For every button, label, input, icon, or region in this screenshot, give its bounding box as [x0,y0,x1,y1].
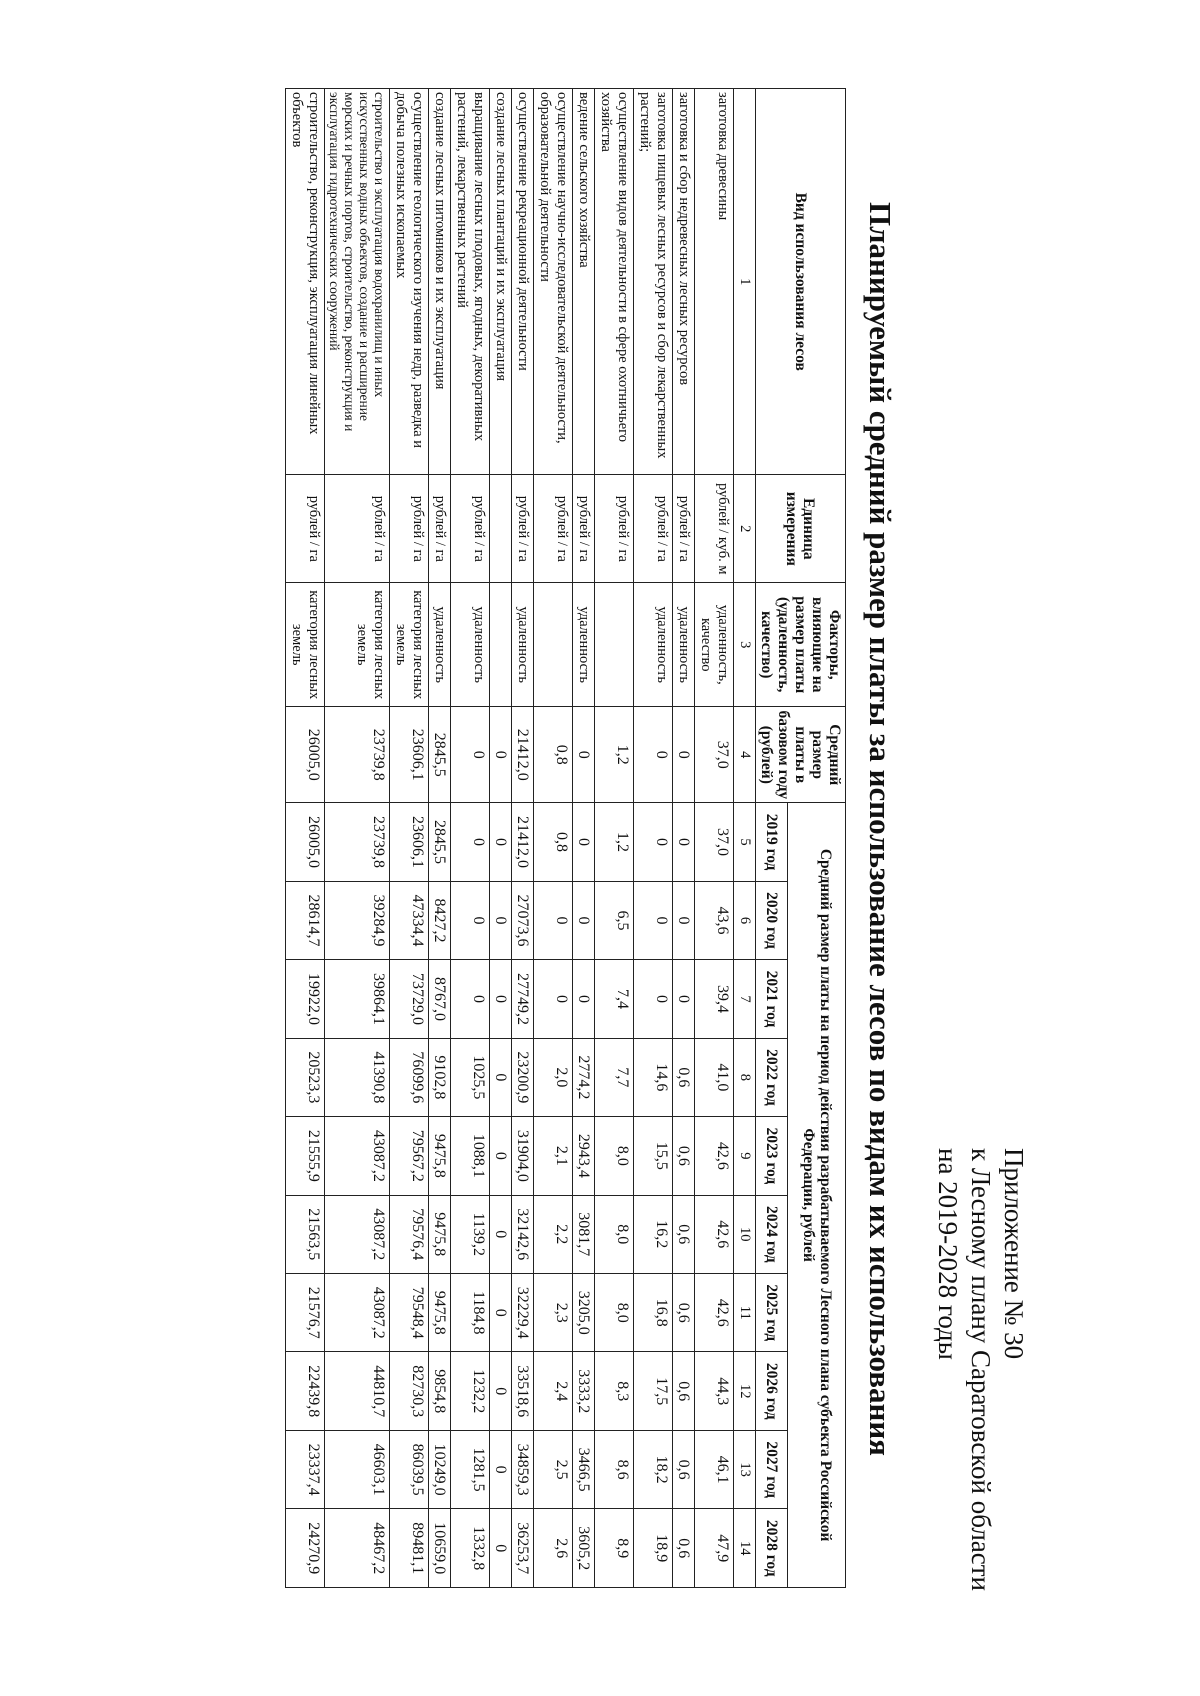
factor-cell: удаленность [673,583,695,707]
year-value-cell: 39284,9 [325,881,390,959]
year-value-cell: 0 [490,1195,512,1273]
header-period: Средний размер платы на период действия разрабатываемого Лесного плана субъекта Российской Федерации, рублей [788,803,846,1588]
year-value-cell: 89481,1 [390,1509,429,1588]
unit-cell: рублей / га [451,475,490,583]
year-value-cell: 37,0 [695,803,734,881]
year-value-cell: 0 [534,960,573,1038]
unit-cell: рублей / га [595,475,634,583]
year-value-cell: 3466,5 [573,1430,595,1508]
unit-cell: рублей / га [512,475,534,583]
year-value-cell: 2,6 [534,1509,573,1588]
activity-cell: создание лесных плантаций и их эксплуатация [490,89,512,475]
year-value-cell: 0 [451,881,490,959]
column-index-cell: 4 [734,707,756,803]
year-value-cell: 0 [490,1430,512,1508]
year-value-cell: 18,9 [634,1509,673,1588]
table-row [451,89,490,1588]
activity-cell: заготовка древесины [695,89,734,475]
year-value-cell: 1281,5 [451,1430,490,1508]
year-value-cell: 23200,9 [512,1038,534,1116]
unit-cell: рублей / га [390,475,429,583]
factor-cell: удаленность [573,583,595,707]
year-value-cell: 26005,0 [286,803,325,881]
activity-cell: строительство, реконструкция, эксплуатация линейных объектов [286,89,325,475]
factor-cell: удаленность, качество [695,583,734,707]
table-row [695,89,734,1588]
base-value-cell: 21412,0 [512,707,534,803]
year-value-cell: 8,0 [595,1274,634,1352]
year-value-cell: 82730,3 [390,1352,429,1430]
unit-cell: рублей / га [673,475,695,583]
year-value-cell: 42,6 [695,1117,734,1195]
year-value-cell: 21412,0 [512,803,534,881]
column-index-cell: 11 [734,1274,756,1352]
header-factors: Факторы, влияющие на размер платы (удаленность, качество) [756,583,846,707]
year-value-cell: 0 [490,881,512,959]
base-value-cell: 0 [634,707,673,803]
document-title: Планируемый средний размер платы за использование лесов по видам их использования [863,202,898,1456]
header-year: 2024 год [756,1195,788,1273]
header-year: 2019 год [756,803,788,881]
year-value-cell: 0,6 [673,1509,695,1588]
year-value-cell: 2774,2 [573,1038,595,1116]
year-value-cell: 24270,9 [286,1509,325,1588]
header-year: 2025 год [756,1274,788,1352]
table-row [490,89,512,1588]
header-year: 2021 год [756,960,788,1038]
year-value-cell: 8,6 [595,1430,634,1508]
column-index-cell: 14 [734,1509,756,1588]
year-value-cell: 9102,8 [429,1038,451,1116]
year-value-cell: 0 [451,960,490,1038]
year-value-cell: 8,3 [595,1352,634,1430]
base-value-cell: 23739,8 [325,707,390,803]
table-row [634,89,673,1588]
base-value-cell: 37,0 [695,707,734,803]
year-value-cell: 0 [451,803,490,881]
year-value-cell: 1139,2 [451,1195,490,1273]
year-value-cell: 76099,6 [390,1038,429,1116]
year-value-cell: 0 [634,960,673,1038]
year-value-cell: 0 [673,803,695,881]
year-value-cell: 0 [534,881,573,959]
index-row [734,89,756,1588]
column-index-cell: 9 [734,1117,756,1195]
factor-cell: категория лесных земель [286,583,325,707]
column-index-cell: 8 [734,1038,756,1116]
header-year: 2026 год [756,1352,788,1430]
header-row-1 [788,89,846,1588]
factor-cell [534,583,573,707]
year-value-cell: 2,3 [534,1274,573,1352]
column-index-cell: 2 [734,475,756,583]
activity-cell: осуществление геологического изучения недр, разведка и добыча полезных ископаемых [390,89,429,475]
table-row [325,89,390,1588]
year-value-cell: 0,6 [673,1274,695,1352]
approval-line-3: на 2019-2028 годы [933,1148,963,1360]
year-value-cell: 0 [490,960,512,1038]
year-value-cell: 33518,6 [512,1352,534,1430]
year-value-cell: 28614,7 [286,881,325,959]
table-row [595,89,634,1588]
unit-cell: рублей / га [573,475,595,583]
year-value-cell: 0 [490,1509,512,1588]
year-value-cell: 46,1 [695,1430,734,1508]
year-value-cell: 1,2 [595,803,634,881]
year-value-cell: 14,6 [634,1038,673,1116]
year-value-cell: 1184,8 [451,1274,490,1352]
year-value-cell: 23337,4 [286,1430,325,1508]
header-base: Средний размер платы в базовом году (рублей) [756,707,846,803]
year-value-cell: 0 [634,803,673,881]
year-value-cell: 43087,2 [325,1274,390,1352]
year-value-cell: 32229,4 [512,1274,534,1352]
base-value-cell: 2845,5 [429,707,451,803]
year-value-cell: 18,2 [634,1430,673,1508]
year-value-cell: 79548,4 [390,1274,429,1352]
column-index-cell: 13 [734,1430,756,1508]
year-value-cell: 8767,0 [429,960,451,1038]
year-value-cell: 79567,2 [390,1117,429,1195]
year-value-cell: 15,5 [634,1117,673,1195]
year-value-cell: 32142,6 [512,1195,534,1273]
year-value-cell: 8,0 [595,1195,634,1273]
factor-cell [490,583,512,707]
factor-cell [595,583,634,707]
year-value-cell: 9475,8 [429,1274,451,1352]
table-row [429,89,451,1588]
year-value-cell: 42,6 [695,1274,734,1352]
unit-cell: рублей / га [634,475,673,583]
year-value-cell: 39,4 [695,960,734,1038]
year-value-cell: 2,5 [534,1430,573,1508]
year-value-cell: 47334,4 [390,881,429,959]
table-row [390,89,429,1588]
year-value-cell: 79576,4 [390,1195,429,1273]
year-value-cell: 48467,2 [325,1509,390,1588]
header-year: 2022 год [756,1038,788,1116]
year-value-cell: 43,6 [695,881,734,959]
year-value-cell: 27073,6 [512,881,534,959]
column-index-cell: 3 [734,583,756,707]
year-value-cell: 0,6 [673,1117,695,1195]
year-value-cell: 0 [490,1274,512,1352]
activity-cell: заготовка пищевых лесных ресурсов и сбор лекарственных растений; [634,89,673,475]
column-index-cell: 12 [734,1352,756,1430]
year-value-cell: 22439,8 [286,1352,325,1430]
activity-cell: осуществление научно-исследовательской деятельности, образовательной деятельности [534,89,573,475]
year-value-cell: 47,9 [695,1509,734,1588]
header-year: 2020 год [756,881,788,959]
year-value-cell: 0 [573,803,595,881]
year-value-cell: 7,4 [595,960,634,1038]
year-value-cell: 39864,1 [325,960,390,1038]
unit-cell [490,475,512,583]
header-year: 2027 год [756,1430,788,1508]
header-year: 2028 год [756,1509,788,1588]
year-value-cell: 0 [673,881,695,959]
year-value-cell: 36253,7 [512,1509,534,1588]
year-value-cell: 7,7 [595,1038,634,1116]
activity-cell: создание лесных питомников и их эксплуатация [429,89,451,475]
column-index-cell: 6 [734,881,756,959]
year-value-cell: 43087,2 [325,1117,390,1195]
year-value-cell: 6,5 [595,881,634,959]
base-value-cell: 0 [451,707,490,803]
column-index-cell: 7 [734,960,756,1038]
base-value-cell: 26005,0 [286,707,325,803]
column-index-cell: 10 [734,1195,756,1273]
base-value-cell: 1,2 [595,707,634,803]
year-value-cell: 23606,1 [390,803,429,881]
year-value-cell: 1232,2 [451,1352,490,1430]
factor-cell: удаленность [451,583,490,707]
year-value-cell: 19922,0 [286,960,325,1038]
fee-table [285,88,846,1588]
year-value-cell: 0 [490,1038,512,1116]
factor-cell: удаленность [634,583,673,707]
base-value-cell: 23606,1 [390,707,429,803]
year-value-cell: 0,6 [673,1430,695,1508]
year-value-cell: 0,8 [534,803,573,881]
factor-cell: категория лесных земель [390,583,429,707]
approval-line-1: Приложение № 30 [999,1148,1029,1360]
year-value-cell: 34859,3 [512,1430,534,1508]
activity-cell: выращивание лесных плодовых, ягодных, декоративных растений, лекарственных растений [451,89,490,475]
year-value-cell: 0 [573,960,595,1038]
table-row [534,89,573,1588]
factor-cell: удаленность [512,583,534,707]
year-value-cell: 2,2 [534,1195,573,1273]
year-value-cell: 1025,5 [451,1038,490,1116]
year-value-cell: 2845,5 [429,803,451,881]
year-value-cell: 41,0 [695,1038,734,1116]
year-value-cell: 2,1 [534,1117,573,1195]
unit-cell: рублей / га [325,475,390,583]
base-value-cell: 0 [490,707,512,803]
year-value-cell: 0,6 [673,1038,695,1116]
year-value-cell: 3333,2 [573,1352,595,1430]
activity-cell: заготовка и сбор недревесных лесных ресурсов [673,89,695,475]
activity-cell: строительство и эксплуатация водохранилищ и иных искусственных водных объектов, создание и расширение морских и речных портов, строительство, реконструкция и эксплуатация гидротехнических сооружений [325,89,390,475]
year-value-cell: 46603,1 [325,1430,390,1508]
year-value-cell: 27749,2 [512,960,534,1038]
year-value-cell: 9475,8 [429,1117,451,1195]
year-value-cell: 44,3 [695,1352,734,1430]
factor-cell: категория лесных земель [325,583,390,707]
base-value-cell: 0 [673,707,695,803]
year-value-cell: 0 [490,1352,512,1430]
table-row [673,89,695,1588]
year-value-cell: 2,0 [534,1038,573,1116]
column-index-cell: 5 [734,803,756,881]
year-value-cell: 23739,8 [325,803,390,881]
table-row [573,89,595,1588]
year-value-cell: 0 [673,960,695,1038]
year-value-cell: 0 [634,881,673,959]
year-value-cell: 9475,8 [429,1195,451,1273]
year-value-cell: 1332,8 [451,1509,490,1588]
year-value-cell: 42,6 [695,1195,734,1273]
table-row [286,89,325,1588]
year-value-cell: 0 [573,881,595,959]
approval-block [931,1148,1030,1608]
year-value-cell: 16,8 [634,1274,673,1352]
year-value-cell: 8427,2 [429,881,451,959]
column-index-cell: 1 [734,89,756,475]
table-body [286,89,756,1588]
header-year: 2023 год [756,1117,788,1195]
activity-cell: ведение сельского хозяйства [573,89,595,475]
year-value-cell: 3205,0 [573,1274,595,1352]
table-row [512,89,534,1588]
year-value-cell: 31904,0 [512,1117,534,1195]
year-value-cell: 2,4 [534,1352,573,1430]
year-value-cell: 2943,4 [573,1117,595,1195]
unit-cell: рублей / куб. м [695,475,734,583]
unit-cell: рублей / га [286,475,325,583]
year-value-cell: 17,5 [634,1352,673,1430]
year-value-cell: 21555,9 [286,1117,325,1195]
unit-cell: рублей / га [534,475,573,583]
year-value-cell: 0 [490,1117,512,1195]
unit-cell: рублей / га [429,475,451,583]
year-value-cell: 21576,7 [286,1274,325,1352]
base-value-cell: 0,8 [534,707,573,803]
year-value-cell: 10659,0 [429,1509,451,1588]
year-value-cell: 16,2 [634,1195,673,1273]
year-value-cell: 43087,2 [325,1195,390,1273]
year-value-cell: 86039,5 [390,1430,429,1508]
year-value-cell: 8,0 [595,1117,634,1195]
approval-line-2: к Лесному плану Саратовской области [966,1148,996,1592]
year-value-cell: 0 [490,803,512,881]
activity-cell: осуществление рекреационной деятельности [512,89,534,475]
year-value-cell: 10249,0 [429,1430,451,1508]
activity-cell: осуществление видов деятельности в сфере охотничьего хозяйства [595,89,634,475]
header-activity: Вид использования лесов [756,89,846,475]
year-value-cell: 21563,5 [286,1195,325,1273]
year-value-cell: 1088,1 [451,1117,490,1195]
year-value-cell: 0,6 [673,1352,695,1430]
year-value-cell: 41390,8 [325,1038,390,1116]
factor-cell: удаленность [429,583,451,707]
base-value-cell: 0 [573,707,595,803]
year-value-cell: 73729,0 [390,960,429,1038]
year-value-cell: 8,9 [595,1509,634,1588]
year-value-cell: 3081,7 [573,1195,595,1273]
year-value-cell: 0,6 [673,1195,695,1273]
year-value-cell: 9854,8 [429,1352,451,1430]
header-unit: Единица измерения [756,475,846,583]
year-value-cell: 3605,2 [573,1509,595,1588]
year-value-cell: 44810,7 [325,1352,390,1430]
year-value-cell: 20523,3 [286,1038,325,1116]
